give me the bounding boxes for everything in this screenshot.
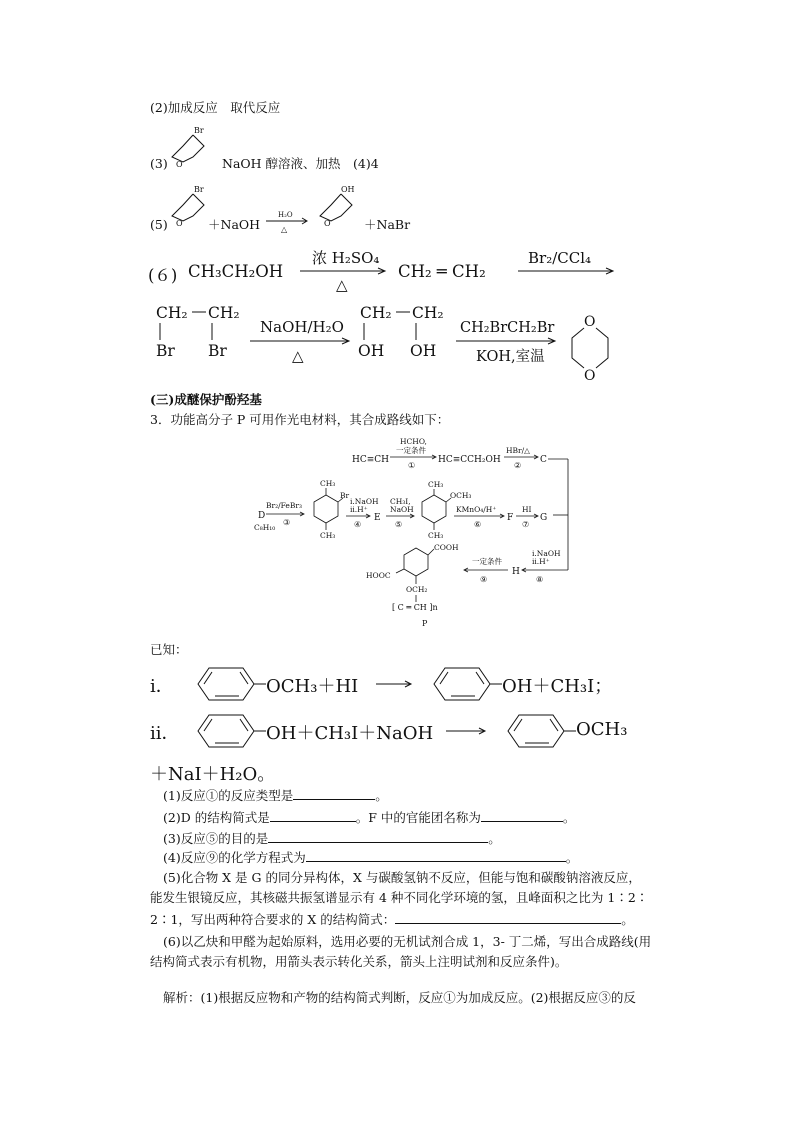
answer-5-arrow [264, 208, 310, 234]
scheme-ring2-ch3-bottom: CH₃ [428, 531, 444, 540]
question-2-period: 。 [562, 810, 576, 825]
question-4-period: 。 [565, 850, 579, 865]
dibromoethane-structure [150, 300, 250, 364]
scheme-step7: ⑦ [522, 520, 530, 529]
scheme-alkynol: HC≡CCH₂OH [438, 455, 501, 465]
dibromo-br-1: Br [156, 342, 175, 360]
scheme-hbr: HBr/△ [506, 446, 530, 455]
route6-ethene: CH₂ ═ CH₂ [398, 262, 486, 281]
question-5-line-1: (5)化合物 X 是 G 的同分异构体，X 与碳酸氢钠不反应，但能与饱和碳酸钠溶液反应， [163, 870, 641, 885]
analysis-text: 解析：(1)根据反应物和产物的结构简式判断，反应①为加成反应。(2)根据反应③的反 [163, 990, 636, 1005]
answer-3-label: (3) [150, 156, 168, 171]
scheme-c: C [540, 455, 547, 465]
question-2 [163, 810, 575, 826]
scheme-step9: ⑨ [480, 575, 488, 584]
answer-5-nabr: ＋NaBr [364, 217, 411, 232]
scheme-iih-1: ii.H⁺ [350, 505, 368, 514]
route6-ethanol: CH₃CH₂OH [188, 262, 284, 281]
question-5-period: 。 [621, 912, 634, 927]
scheme-p-label: P [422, 619, 428, 628]
dioxane-o-top: O [584, 314, 596, 330]
scheme-step5: ⑤ [395, 520, 403, 529]
ethanediol-structure [354, 300, 454, 364]
question-1 [163, 788, 388, 804]
route6-arrow-3 [248, 310, 352, 364]
synthesis-scheme [250, 432, 580, 632]
scheme-step3: ③ [283, 518, 291, 527]
scheme-hcch: HC≡CH [352, 455, 390, 465]
scheme-step4: ④ [354, 520, 362, 529]
bromo-oxane-1-br: Br [194, 126, 204, 135]
answer-2: (2)加成反应 取代反应 [150, 100, 281, 115]
scheme-ring1-br: Br [340, 491, 350, 500]
scheme-cond9: 一定条件 [472, 557, 502, 566]
known-ii-arrow [444, 721, 488, 741]
dibromo-ch2-2: CH₂ [208, 304, 240, 322]
scheme-e: E [374, 513, 381, 523]
scheme-g: G [540, 513, 548, 523]
scheme-p-hooc: HOOC [366, 571, 391, 580]
scheme-p-och2: OCH₂ [406, 585, 428, 594]
route6-cond1-top: 浓 H₂SO₄ [312, 249, 380, 267]
hydroxy-oxane-o: O [324, 219, 331, 228]
scheme-step2: ② [514, 461, 522, 470]
dibromo-br-2: Br [208, 342, 227, 360]
dibromo-ch2-1: CH₂ [156, 304, 188, 322]
route6-cond3-heat: △ [292, 347, 304, 365]
scheme-ring1-ch3-bottom: CH₃ [320, 531, 336, 540]
hydroxy-oxane-oh: OH [341, 185, 355, 194]
question-5-line-3-text: 2∶1，写出两种符合要求的 X 的结构简式： [150, 912, 396, 927]
diol-oh-2: OH [410, 342, 437, 360]
section3-heading: (三)成醚保护酚羟基 [150, 392, 262, 407]
answer-5-cond: H₂O [278, 211, 293, 219]
question-6-line-2: 结构简式表示有机物，用箭头表示转化关系，箭头上注明试剂和反应条件)。 [150, 954, 568, 969]
scheme-inaoh-2: i.NaOH [532, 549, 561, 558]
scheme-ring1-ch3-top: CH₃ [320, 479, 336, 488]
known-i-arrow [374, 674, 414, 694]
route6-arrow-4 [454, 310, 558, 366]
dioxane-o-bottom: O [584, 368, 596, 384]
scheme-step6: ⑥ [474, 520, 482, 529]
known-i-label: ⅰ． [150, 676, 174, 697]
bromo-oxane-2-o: O [176, 219, 183, 228]
hydroxy-oxane-structure [312, 183, 362, 229]
answer-blank-3[interactable] [268, 831, 488, 843]
known-label: 已知： [150, 642, 188, 657]
question-4-text: (4)反应⑨的化学方程式为 [163, 850, 306, 865]
scheme-br2: Br₂/FeBr₃ [266, 501, 302, 510]
answer-5-label: (5) [150, 217, 168, 232]
scheme-d-formula: C₈H₁₀ [254, 523, 276, 532]
scheme-kmno4: KMnO₄/H⁺ [456, 505, 497, 514]
scheme-naoh: NaOH [390, 505, 414, 514]
route6-cond1-heat: △ [336, 276, 348, 294]
scheme-h: H [512, 567, 520, 577]
bromo-oxane-structure-1 [164, 124, 214, 170]
known-i-benzene-left [184, 664, 268, 704]
answer-blank-2a[interactable] [270, 810, 356, 822]
scheme-hi: HI [522, 505, 532, 514]
answer-5-naoh: ＋NaOH [208, 217, 261, 232]
route6-arrow-1 [298, 244, 388, 294]
bromo-oxane-structure-2 [164, 183, 214, 229]
known-ii-tail: ＋NaI＋H₂O。 [150, 764, 276, 785]
known-ii-benzene-right [494, 711, 578, 751]
known-ii-right: OCH₃ [576, 719, 628, 740]
bromo-oxane-2-br: Br [194, 185, 204, 194]
known-ii-left: OH＋CH₃I＋NaOH [266, 723, 434, 744]
dioxane-structure [560, 300, 620, 384]
answer-5-heat: △ [281, 225, 288, 234]
question-1-period: 。 [375, 788, 388, 803]
answer-3-text: NaOH 醇溶液、加热 (4)4 [222, 156, 379, 171]
known-ii-label: ⅱ． [150, 723, 180, 744]
diol-oh-1: OH [358, 342, 385, 360]
question-3-period: 。 [488, 831, 501, 846]
question-5-line-2: 能发生银镜反应，其核磁共振氢谱显示有 4 种不同化学环境的氢，且峰面积之比为 1∶2∶ [150, 890, 649, 905]
question-2b-text: 。F 中的官能团名称为 [355, 810, 481, 825]
route6-label: (６) [148, 266, 178, 285]
known-ii-benzene-left [184, 711, 268, 751]
scheme-iih-2: ii.H⁺ [532, 557, 550, 566]
known-i-right: OH＋CH₃I； [502, 676, 613, 697]
scheme-inaoh-1: i.NaOH [350, 497, 379, 506]
scheme-p-cooh: COOH [434, 543, 459, 552]
scheme-p-polymer: [ C ═ CH ]n [392, 603, 438, 612]
question-2a-text: (2)D 的结构简式是 [163, 810, 270, 825]
route6-arrow-2 [516, 244, 616, 280]
scheme-hcho: HCHO, [400, 437, 427, 446]
route6-cond4-bottom: KOH,室温 [476, 349, 545, 365]
question-5-line-3 [150, 912, 634, 928]
section3-intro: 3．功能高分子 P 可用作光电材料，其合成路线如下： [150, 412, 450, 427]
scheme-ring2-ch3-top: CH₃ [428, 480, 444, 489]
answer-blank-2b[interactable] [481, 810, 563, 822]
question-4 [163, 850, 578, 866]
answer-blank-4[interactable] [306, 850, 566, 862]
scheme-ch3i: CH₃I, [390, 497, 411, 506]
scheme-f: F [507, 513, 514, 523]
scheme-ring2-och3: OCH₃ [450, 491, 472, 500]
scheme-d: D [258, 511, 266, 521]
route6-cond3-top: NaOH/H₂O [260, 318, 344, 336]
question-1-text: (1)反应①的反应类型是 [163, 788, 294, 803]
known-i-left: OCH₃＋HI [266, 676, 359, 697]
question-3-text: (3)反应⑤的目的是 [163, 831, 269, 846]
question-6-line-1: (6)以乙炔和甲醛为起始原料，选用必要的无机试剂合成 1，3- 丁二烯，写出合成路线(用 [163, 934, 652, 949]
question-3 [163, 831, 501, 847]
scheme-cond1: 一定条件 [396, 446, 426, 455]
scheme-step1: ① [408, 461, 416, 470]
diol-ch2-1: CH₂ [360, 304, 392, 322]
bromo-oxane-1-o: O [176, 160, 183, 169]
route6-cond2-top: Br₂/CCl₄ [528, 249, 592, 267]
answer-blank-1[interactable] [293, 788, 375, 800]
known-i-benzene-right [420, 664, 504, 704]
scheme-step8: ⑧ [536, 575, 544, 584]
answer-blank-5[interactable] [395, 912, 621, 924]
route6-cond4-top: CH₂BrCH₂Br [460, 320, 555, 336]
diol-ch2-2: CH₂ [412, 304, 444, 322]
